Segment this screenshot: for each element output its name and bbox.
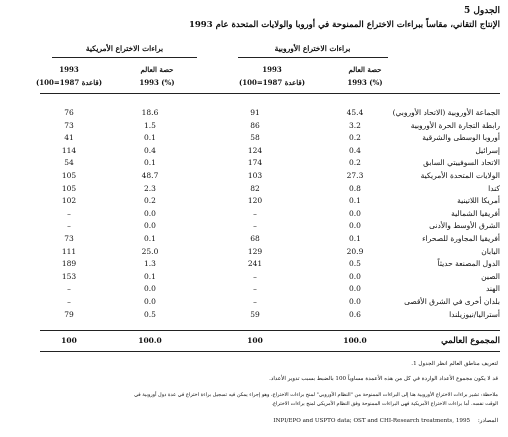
cell-eu-share: 0.1 <box>349 196 361 206</box>
row-label: بلدان أخرى في الشرق الأقصى <box>404 297 500 306</box>
cell-us-share: 0.1 <box>144 234 156 243</box>
cell-us-share: 0.2 <box>144 196 156 206</box>
row-label: إسرائيل <box>475 145 500 155</box>
cell-us-share: 0.1 <box>144 133 156 143</box>
row-label: الدول المصنعة حديثاً <box>437 259 500 269</box>
note-3: ملاحظة: تشير براءات الاختراع الأوروبية هنا إلى البراءات الممنوحة من "النظام الأوروبي" لمنح براءات الاختراع، وهو إجراء يمكن فيه تسجيل براءة اختراع في عدة دول أوروبية في <box>134 392 498 398</box>
cell-eu-index: 174 <box>247 158 263 168</box>
cell-eu-share: 0.6 <box>349 309 361 319</box>
cell-us-share: 18.6 <box>141 108 159 117</box>
cell-us-share: 1.5 <box>144 120 156 130</box>
row-label: الاتحاد السوفييتي السابق <box>423 158 500 168</box>
cell-us-index: 73 <box>64 120 74 130</box>
source-label: المصادر: <box>477 418 498 424</box>
row-label: أفريقيا الشمالية <box>451 208 500 218</box>
cell-us-index: 189 <box>61 259 77 269</box>
cell-us-index: – <box>67 208 71 218</box>
header-rule <box>40 93 500 94</box>
cell-eu-index: 241 <box>247 259 263 269</box>
cell-eu-index: 103 <box>247 171 263 180</box>
group-rule-american <box>52 57 197 58</box>
cell-us-index: 102 <box>61 196 77 206</box>
row-label: أستراليا/نيوزيلندا <box>449 309 500 319</box>
cell-us-index: – <box>67 284 71 294</box>
row-label: الولايات المتحدة الأمريكية <box>420 171 500 180</box>
total-rule <box>40 330 500 331</box>
cell-eu-index: 120 <box>247 196 263 206</box>
cell-us-index: 76 <box>64 108 74 117</box>
cell-eu-share: 0.8 <box>349 183 361 193</box>
cell-eu-index: 124 <box>247 145 263 155</box>
cell-us-index: 111 <box>61 246 77 256</box>
total-us-index: 100 <box>61 336 77 345</box>
cell-eu-index: 91 <box>250 108 260 117</box>
row-label: أفريقيا المجاورة للصحراء <box>422 234 500 243</box>
cell-eu-index: – <box>253 271 257 281</box>
total-eu-index: 100 <box>247 336 263 345</box>
cell-eu-share: 0.0 <box>349 221 361 231</box>
cell-us-index: 54 <box>64 158 74 168</box>
group-header-european: براءات الاختراع الأوروبية <box>274 44 351 53</box>
row-label: رابطة التجارة الحرة الأوروبية <box>410 120 500 130</box>
cell-eu-share: 0.1 <box>349 234 361 243</box>
col-header-eu-index: 1993 (قاعدة 1987=100) <box>238 65 306 87</box>
cell-us-index: 41 <box>64 133 74 143</box>
cell-us-share: 0.0 <box>144 221 156 231</box>
cell-eu-share: 45.4 <box>346 108 364 117</box>
note-1: لتعريف مناطق العالم انظر الجدول 1. <box>411 361 498 367</box>
table-subtitle: الإنتاج التقاني، مقاساً ببراءات الاختراع الممنوحة في أوروبا والولايات المتحدة عام 1993 <box>188 20 500 30</box>
cell-us-share: 1.3 <box>144 259 156 269</box>
cell-us-share: 0.4 <box>144 145 156 155</box>
cell-eu-index: 68 <box>250 234 260 243</box>
cell-us-share: 0.1 <box>144 158 156 168</box>
col-header-us-share: حصة العالم 1993 (%) <box>139 65 175 87</box>
row-label: الشرق الأوسط والأدنى <box>429 221 500 231</box>
cell-us-index: – <box>67 221 71 231</box>
cell-eu-share: 0.0 <box>349 208 361 218</box>
note-4: الوقت نفسه. أما براءات الاختراع الأمريكية فهي البراءات الممنوحة وفق النظام الأمريكي لمنح براءات الاختراع. <box>271 401 498 407</box>
cell-us-index: – <box>67 297 71 306</box>
cell-us-share: 48.7 <box>141 171 159 180</box>
cell-us-index: 105 <box>61 183 77 193</box>
cell-us-share: 0.5 <box>144 309 156 319</box>
group-header-american: براءات الاختراع الأمريكية <box>85 44 164 53</box>
cell-eu-index: – <box>253 208 257 218</box>
col-header-us-index: 1993 (قاعدة 1987=100) <box>35 65 103 87</box>
cell-eu-index: 129 <box>247 246 263 256</box>
row-label: أمريكا اللاتينية <box>457 196 500 206</box>
cell-eu-share: 0.2 <box>349 158 361 168</box>
cell-us-share: 2.3 <box>144 183 156 193</box>
cell-us-index: 79 <box>64 309 74 319</box>
cell-eu-share: 3.2 <box>349 120 361 130</box>
cell-eu-share: 0.4 <box>349 145 361 155</box>
cell-eu-index: – <box>253 284 257 294</box>
cell-eu-index: 82 <box>250 183 260 193</box>
cell-eu-share: 0.2 <box>349 133 361 143</box>
row-label: اليابان <box>481 246 500 256</box>
cell-eu-share: 20.9 <box>346 246 364 256</box>
total-label: المجموع العالمي <box>441 336 500 346</box>
cell-us-share: 25.0 <box>141 246 159 256</box>
cell-us-share: 0.0 <box>144 297 156 306</box>
source-text: INPI/EPO and USPTO data; OST and CHI-Research treatments, 1995 <box>273 418 471 424</box>
source-line <box>273 418 498 424</box>
cell-us-index: 153 <box>61 271 77 281</box>
cell-eu-index: – <box>253 297 257 306</box>
group-rule-european <box>238 57 388 58</box>
cell-us-index: 105 <box>61 171 77 180</box>
cell-eu-share: 0.0 <box>349 271 361 281</box>
cell-us-share: 0.1 <box>144 271 156 281</box>
table-title: الجدول 5 <box>463 6 500 16</box>
cell-us-share: 0.0 <box>144 208 156 218</box>
cell-eu-share: 27.3 <box>346 171 364 180</box>
cell-eu-share: 0.0 <box>349 284 361 294</box>
row-label: الهند <box>485 284 500 294</box>
col-header-eu-share: حصة العالم 1993 (%) <box>347 65 383 87</box>
cell-eu-index: 86 <box>250 120 260 130</box>
cell-eu-index: 58 <box>250 133 260 143</box>
row-label: الجماعة الأوروبية (الاتحاد الأوروبي) <box>392 108 500 117</box>
cell-eu-share: 0.0 <box>349 297 361 306</box>
total-eu-share: 100.0 <box>343 336 367 345</box>
cell-eu-share: 0.5 <box>349 259 361 269</box>
bottom-rule <box>40 351 500 352</box>
cell-eu-index: – <box>253 221 257 231</box>
cell-us-index: 114 <box>61 145 77 155</box>
row-label: أوروبا الوسطى والشرقية <box>422 133 500 143</box>
row-label: كندا <box>488 183 500 193</box>
note-2: قد لا يكون مجموع الأعداد الواردة في كل من هذه الأعمدة مساوياً 100 بالضبط بسبب تدوير الأعداد. <box>269 376 498 382</box>
row-label: الصين <box>481 271 500 281</box>
cell-eu-index: 59 <box>250 309 260 319</box>
cell-us-share: 0.0 <box>144 284 156 294</box>
total-us-share: 100.0 <box>138 336 162 345</box>
cell-us-index: 73 <box>64 234 74 243</box>
